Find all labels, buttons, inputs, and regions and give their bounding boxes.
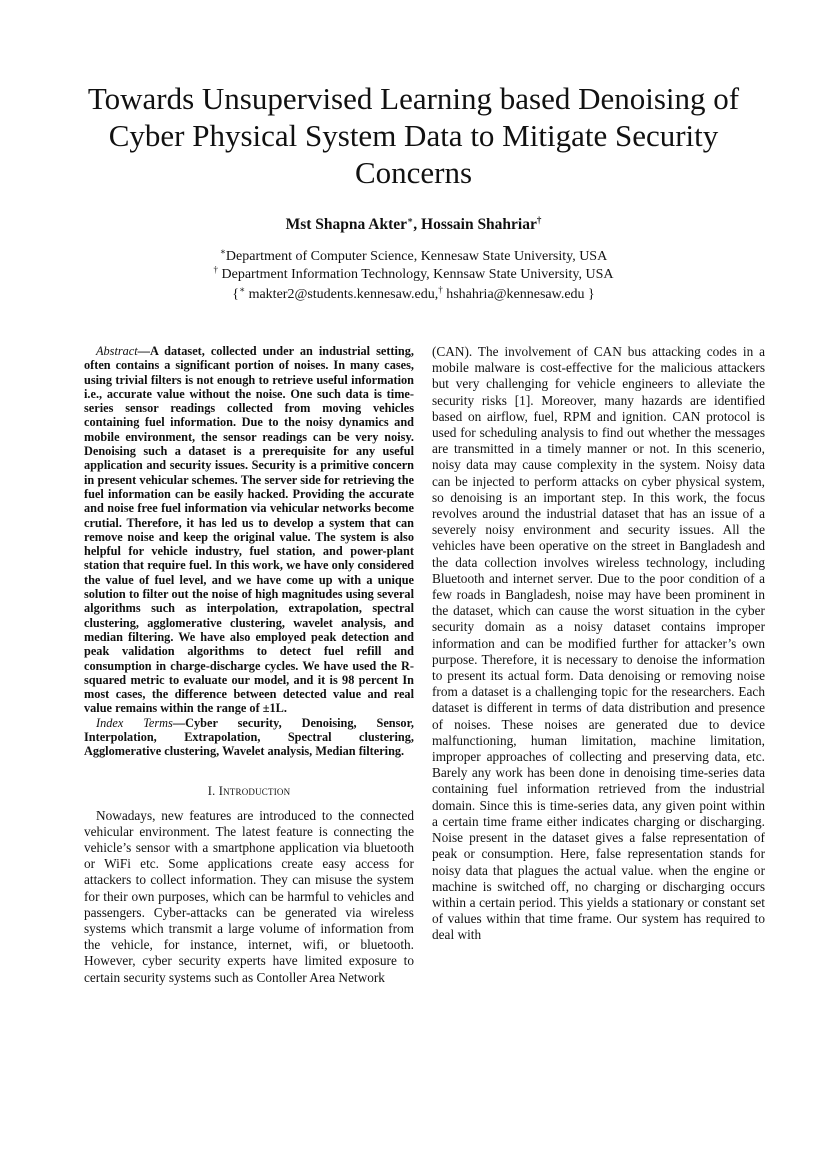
email-address: hshahria@kennesaw.edu } (442, 287, 595, 302)
paper-title: Towards Unsupervised Learning based Denoising of Cyber Physical System Data to Mitigate Security Concerns (87, 81, 740, 190)
index-terms-label: Index Terms (96, 715, 173, 730)
author-emails (0, 284, 827, 303)
email-address: makter2@students.kennesaw.edu, (245, 287, 439, 302)
email-mark: ∗ (238, 284, 246, 295)
abstract (84, 344, 414, 716)
author-separator: , (413, 216, 422, 233)
affiliation-text: Department of Computer Science, Kennesaw State University, USA (225, 249, 608, 264)
abstract-label: Abstract (96, 344, 138, 358)
author-mark: ∗ (407, 214, 414, 225)
author-line (0, 216, 827, 234)
left-column (84, 344, 414, 986)
index-terms (84, 716, 414, 759)
author-name: Hossain Shahriar (421, 216, 537, 233)
index-terms-text: —Cyber security, Denoising, Sensor, Interpolation, Extrapolation, Spectral clustering, Agglomerative clustering, Wavelet analysis, Median filtering. (84, 715, 414, 759)
email-mark: † (438, 284, 443, 295)
email-brace: { (232, 287, 239, 302)
affiliation-text: Department Information Technology, Kennsaw State University, USA (218, 267, 614, 282)
author-mark: † (536, 214, 542, 225)
affiliation-mark: ∗ (219, 246, 226, 257)
affiliation-mark: † (213, 264, 218, 275)
intro-paragraph-right: (CAN). The involvement of CAN bus attacking codes in a mobile malware is cost-effective for the malicious attackers but very challenging for vehicle engineers to alleviate the security risks [1]. Moreover, many hazards are identified based on airflow, fuel, RPM and ignition. CAN protocol is used for scheduling analysis to find out whether the messages are transmitted in a timely manner or not. In this scenerio, noisy data may cause complexity in the system. Noisy data can be injected to perform attacks on cyber physical system, so denoising is an important step. In this work, the focus revolves around the industrial dataset that has an issue of a severely noisy environment and security issues. All the vehicles have been operative on the street in Bangladesh and the data collection involves wireless technology, including Bluetooth and internet server. Due to the poor condition of a few roads in Bangladesh, noise may have been prominent in the dataset, which can cause the worst situation in the cyber security domain as a noisy dataset contains improper information and can be modified further for attacker’s own purpose. Therefore, it is necessary to denoise the information to present its actual form. Data denoising or removing noise from a dataset is a challenging topic for the researchers. Each dataset is different in terms of data distribution and presence of noises. These noises are generated due to device malfunctioning, human limitation, machine limitation, improper approaches of collecting and preserving data, etc. Barely any work has been done in denoising time-series data containing fuel information retrieved from the industrial domain. Since this is time-series data, any given point within a certain time frame either indicates charging or discharging. Noise present in the dataset gives a false representation of peak or consumption. Here, false representation stands for noisy data that plagues the actual value. when the engine or machine is switched off, no charging or discharging occurs within a certain period. This yields a stationary or constant set of values within that time frame. Our system has required to deal with (432, 344, 765, 943)
author-name: Mst Shapna Akter (285, 216, 408, 233)
affiliation-1 (0, 246, 827, 265)
intro-paragraph-left: Nowadays, new features are introduced to the connected vehicular environment. The latest feature is connecting the vehicle’s sensor with a smartphone application via bluetooth or WiFi etc. Some applications create easy access for attackers to collect information. They can misuse the system for their own purposes, which can be harmful to vehicles and passengers. Cyber-attacks can be generated via wireless systems which transmit a large volume of information from the vehicle, for instance, internet, wifi, or bluetooth. However, cyber security experts have limited exposure to certain security systems such as Contoller Area Network (84, 807, 414, 985)
section-title: Introduction (218, 783, 291, 798)
section-heading (84, 784, 414, 799)
section-number: I. (207, 783, 216, 798)
right-column (432, 344, 765, 944)
abstract-text: —A dataset, collected under an industrial setting, often contains a significant portion of noises. In many cases, using trivial filters is not enough to retrieve useful information i.e., accurate value without the noise. One such data is time-series sensor readings collected from moving vehicles containing fuel information. Due to the noisy dynamics and mobile environment, the sensor readings can be very noisy. Denoising such a dataset is a prerequisite for any useful application and security issues. Security is a primitive concern in present vehicular schemes. The server side for retrieving the fuel information can be easily hacked. Providing the accurate and noise free fuel information via vehicular networks become crutial. Therefore, it has led us to develop a system that can remove noise and keep the original value. The system is also helpful for vehicle industry, fuel station, and power-plant station that require fuel. In this work, we have only considered the value of fuel level, and we have come up with a unique solution to filter out the noise of high magnitudes using several algorithms such as interpolation, extrapolation, spectral clustering, agglomerative clustering, wavelet analysis, and median filtering. We have also employed peak detection and peak validation algorithms to detect fuel refill and consumption in charge-discharge cycles. We have used the R-squared metric to evaluate our model, and it is 98 percent In most cases, the difference between detected value and real value remains within the range of ±1L. (84, 344, 414, 716)
affiliation-2 (0, 264, 827, 283)
